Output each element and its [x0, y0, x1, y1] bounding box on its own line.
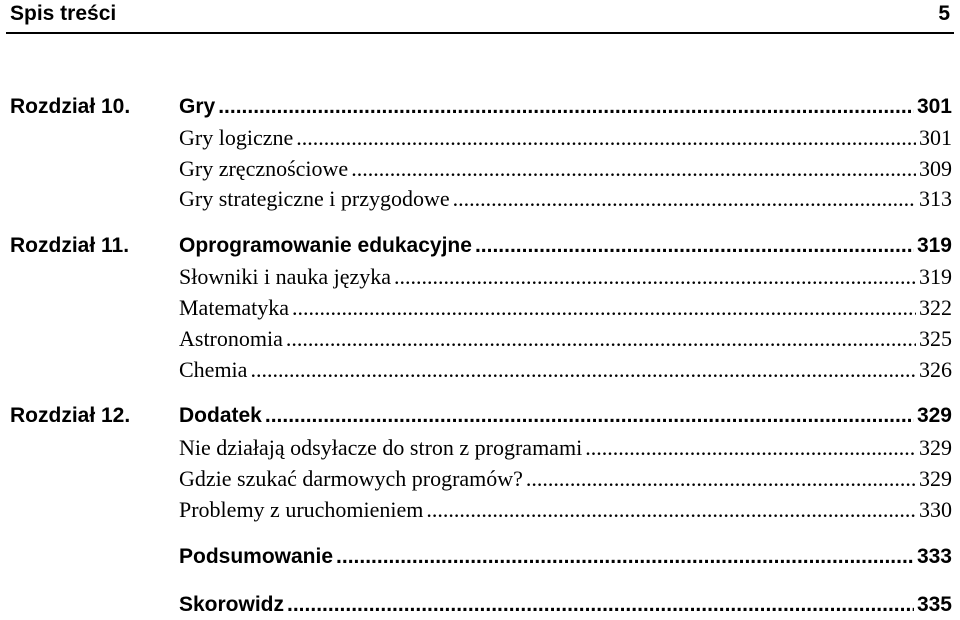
toc-chapter-entry[interactable] — [179, 231, 952, 261]
toc-page-number: 322 — [919, 295, 952, 320]
dot-leader — [218, 92, 914, 122]
dot-leader — [296, 123, 916, 153]
toc-section-title: Gry zręcznościowe — [179, 156, 349, 181]
toc-page-number: 301 — [919, 125, 952, 150]
toc-section-title: Słowniki i nauka języka — [179, 264, 392, 289]
toc-section-title: Gry strategiczne i przygodowe — [179, 186, 450, 211]
toc-section-entry[interactable] — [179, 464, 952, 494]
toc-section-title: Chemia — [179, 357, 248, 382]
dot-leader — [394, 262, 916, 292]
toc-page-number: 309 — [919, 156, 952, 181]
toc-chapter-title: Dodatek — [179, 404, 262, 427]
toc-section-entry[interactable] — [179, 293, 952, 323]
toc-section-entry[interactable] — [179, 123, 952, 153]
toc-section-title: Gdzie szukać darmowych programów? — [179, 466, 523, 491]
dot-leader — [292, 293, 916, 323]
toc-page-number: 319 — [916, 234, 952, 257]
toc-section-title: Nie działają odsyłacze do stron z programami — [179, 435, 583, 460]
header-page-number: 5 — [938, 2, 950, 25]
toc-page-number: 301 — [916, 95, 952, 118]
dot-leader — [286, 324, 916, 354]
toc-page-number: 335 — [916, 593, 952, 616]
toc-chapter-entry[interactable] — [179, 590, 952, 620]
dot-leader — [426, 495, 916, 525]
toc-section-entry[interactable] — [179, 262, 952, 292]
toc-page-number: 319 — [919, 264, 952, 289]
dot-leader — [453, 184, 916, 214]
toc-section-entry[interactable] — [179, 355, 952, 385]
page-header — [6, 0, 954, 34]
dot-leader — [351, 154, 916, 184]
dot-leader — [585, 433, 916, 463]
toc-page-number: 329 — [919, 435, 952, 460]
toc-section-title: Gry logiczne — [179, 125, 294, 150]
dot-leader — [250, 355, 916, 385]
toc-section-title: Problemy z uruchomieniem — [179, 497, 424, 522]
toc-page-number: 329 — [916, 404, 952, 427]
toc-section-title: Astronomia — [179, 326, 283, 351]
toc-chapter-title: Skorowidz — [179, 593, 285, 616]
toc-section-entry[interactable] — [179, 433, 952, 463]
toc-chapter-title: Oprogramowanie edukacyjne — [179, 234, 472, 257]
toc-chapter-title: Podsumowanie — [179, 545, 334, 568]
chapter-label: Rozdział 11. — [10, 234, 130, 257]
toc-page-number: 330 — [919, 497, 952, 522]
toc-section-entry[interactable] — [179, 154, 952, 184]
toc-chapter-entry[interactable] — [179, 542, 952, 572]
chapter-label: Rozdział 10. — [10, 95, 131, 118]
toc-page-number: 329 — [919, 466, 952, 491]
dot-leader — [475, 231, 914, 261]
chapter-label: Rozdział 12. — [10, 404, 131, 427]
toc-chapter-title: Gry — [179, 95, 216, 118]
dot-leader — [526, 464, 916, 494]
toc-page-number: 313 — [919, 186, 952, 211]
toc-page-number: 326 — [919, 357, 952, 382]
toc-page-number: 325 — [919, 326, 952, 351]
toc-section-entry[interactable] — [179, 495, 952, 525]
toc-section-entry[interactable] — [179, 184, 952, 214]
toc-chapter-entry[interactable] — [179, 92, 952, 122]
toc-chapter-entry[interactable] — [179, 401, 952, 431]
dot-leader — [336, 542, 914, 572]
dot-leader — [287, 590, 914, 620]
toc-section-title: Matematyka — [179, 295, 289, 320]
header-title: Spis treści — [10, 2, 117, 25]
toc-page-number: 333 — [916, 545, 952, 568]
dot-leader — [265, 401, 914, 431]
toc-section-entry[interactable] — [179, 324, 952, 354]
